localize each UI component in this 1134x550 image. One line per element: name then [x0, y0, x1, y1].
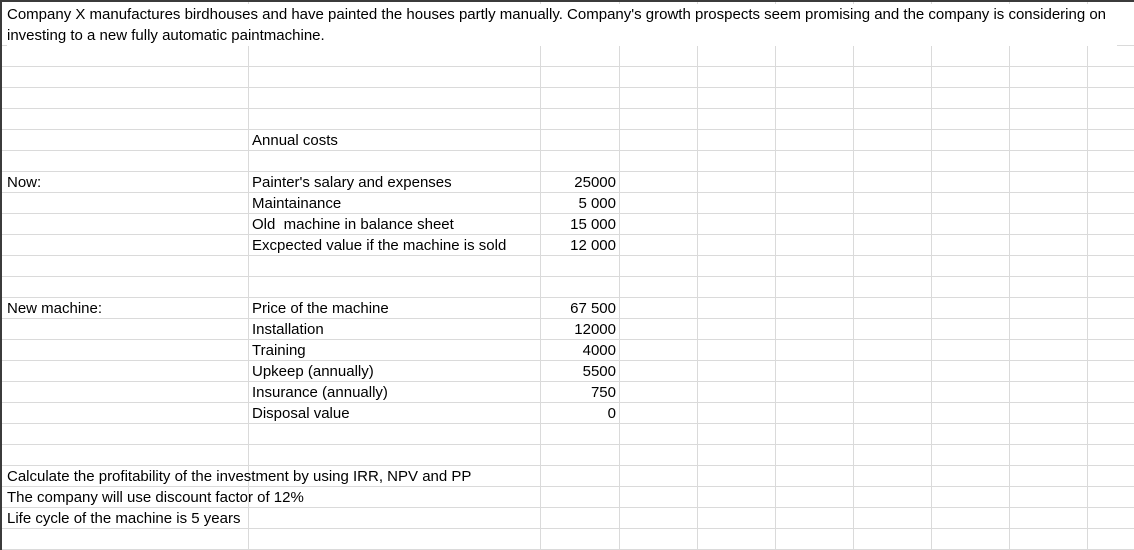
- new-machine-row-label[interactable]: Training: [252, 342, 306, 359]
- annual-costs-header[interactable]: Annual costs: [252, 132, 338, 149]
- now-label[interactable]: Now:: [7, 174, 42, 191]
- column-gridline: [697, 0, 698, 550]
- intro-text[interactable]: Company X manufactures birdhouses and have painted the houses partly manually. Company's growth prospects seem promising and the company is considering on investing to a new fully automatic paintmachine.: [7, 4, 1117, 46]
- new-machine-row-label[interactable]: Installation: [252, 321, 324, 338]
- new-machine-row-label[interactable]: Upkeep (annually): [252, 363, 374, 380]
- note-text[interactable]: Calculate the profitability of the investment by using IRR, NPV and PP: [7, 468, 472, 485]
- new-machine-row-label[interactable]: Disposal value: [252, 405, 350, 422]
- new-machine-row-value[interactable]: 12000: [574, 321, 616, 338]
- row-gridline: [0, 444, 1134, 445]
- now-row-value[interactable]: 25000: [574, 174, 616, 191]
- note-text[interactable]: Life cycle of the machine is 5 years: [7, 510, 241, 527]
- now-row-label[interactable]: Excpected value if the machine is sold: [252, 237, 507, 254]
- row-gridline: [0, 150, 1134, 151]
- new-machine-row-label[interactable]: Insurance (annually): [252, 384, 388, 401]
- now-row-value[interactable]: 12 000: [570, 237, 616, 254]
- new-machine-row-value[interactable]: 750: [590, 384, 616, 401]
- now-row-label[interactable]: Maintainance: [252, 195, 342, 212]
- now-row-label[interactable]: Painter's salary and expenses: [252, 174, 452, 191]
- sheet-top-border: [0, 0, 1134, 2]
- column-gridline: [619, 0, 620, 550]
- row-gridline: [0, 87, 1134, 88]
- column-gridline: [540, 0, 541, 550]
- row-gridline: [0, 66, 1134, 67]
- column-gridline: [1009, 0, 1010, 550]
- new-machine-label[interactable]: New machine:: [7, 300, 103, 317]
- new-machine-row-label[interactable]: Price of the machine: [252, 300, 389, 317]
- row-gridline: [0, 129, 1134, 130]
- column-gridline: [853, 0, 854, 550]
- now-row-value[interactable]: 5 000: [578, 195, 616, 212]
- sheet-left-border: [0, 0, 2, 550]
- new-machine-row-value[interactable]: 67 500: [570, 300, 616, 317]
- column-gridline: [1087, 0, 1088, 550]
- row-gridline: [0, 276, 1134, 277]
- now-row-label[interactable]: Old machine in balance sheet: [252, 216, 454, 233]
- column-gridline: [775, 0, 776, 550]
- new-machine-row-value[interactable]: 4000: [582, 342, 616, 359]
- row-gridline: [0, 108, 1134, 109]
- now-row-value[interactable]: 15 000: [570, 216, 616, 233]
- column-gridline: [931, 0, 932, 550]
- note-text[interactable]: The company will use discount factor of 12%: [7, 489, 304, 506]
- new-machine-row-value[interactable]: 5500: [582, 363, 616, 380]
- new-machine-row-value[interactable]: 0: [607, 405, 616, 422]
